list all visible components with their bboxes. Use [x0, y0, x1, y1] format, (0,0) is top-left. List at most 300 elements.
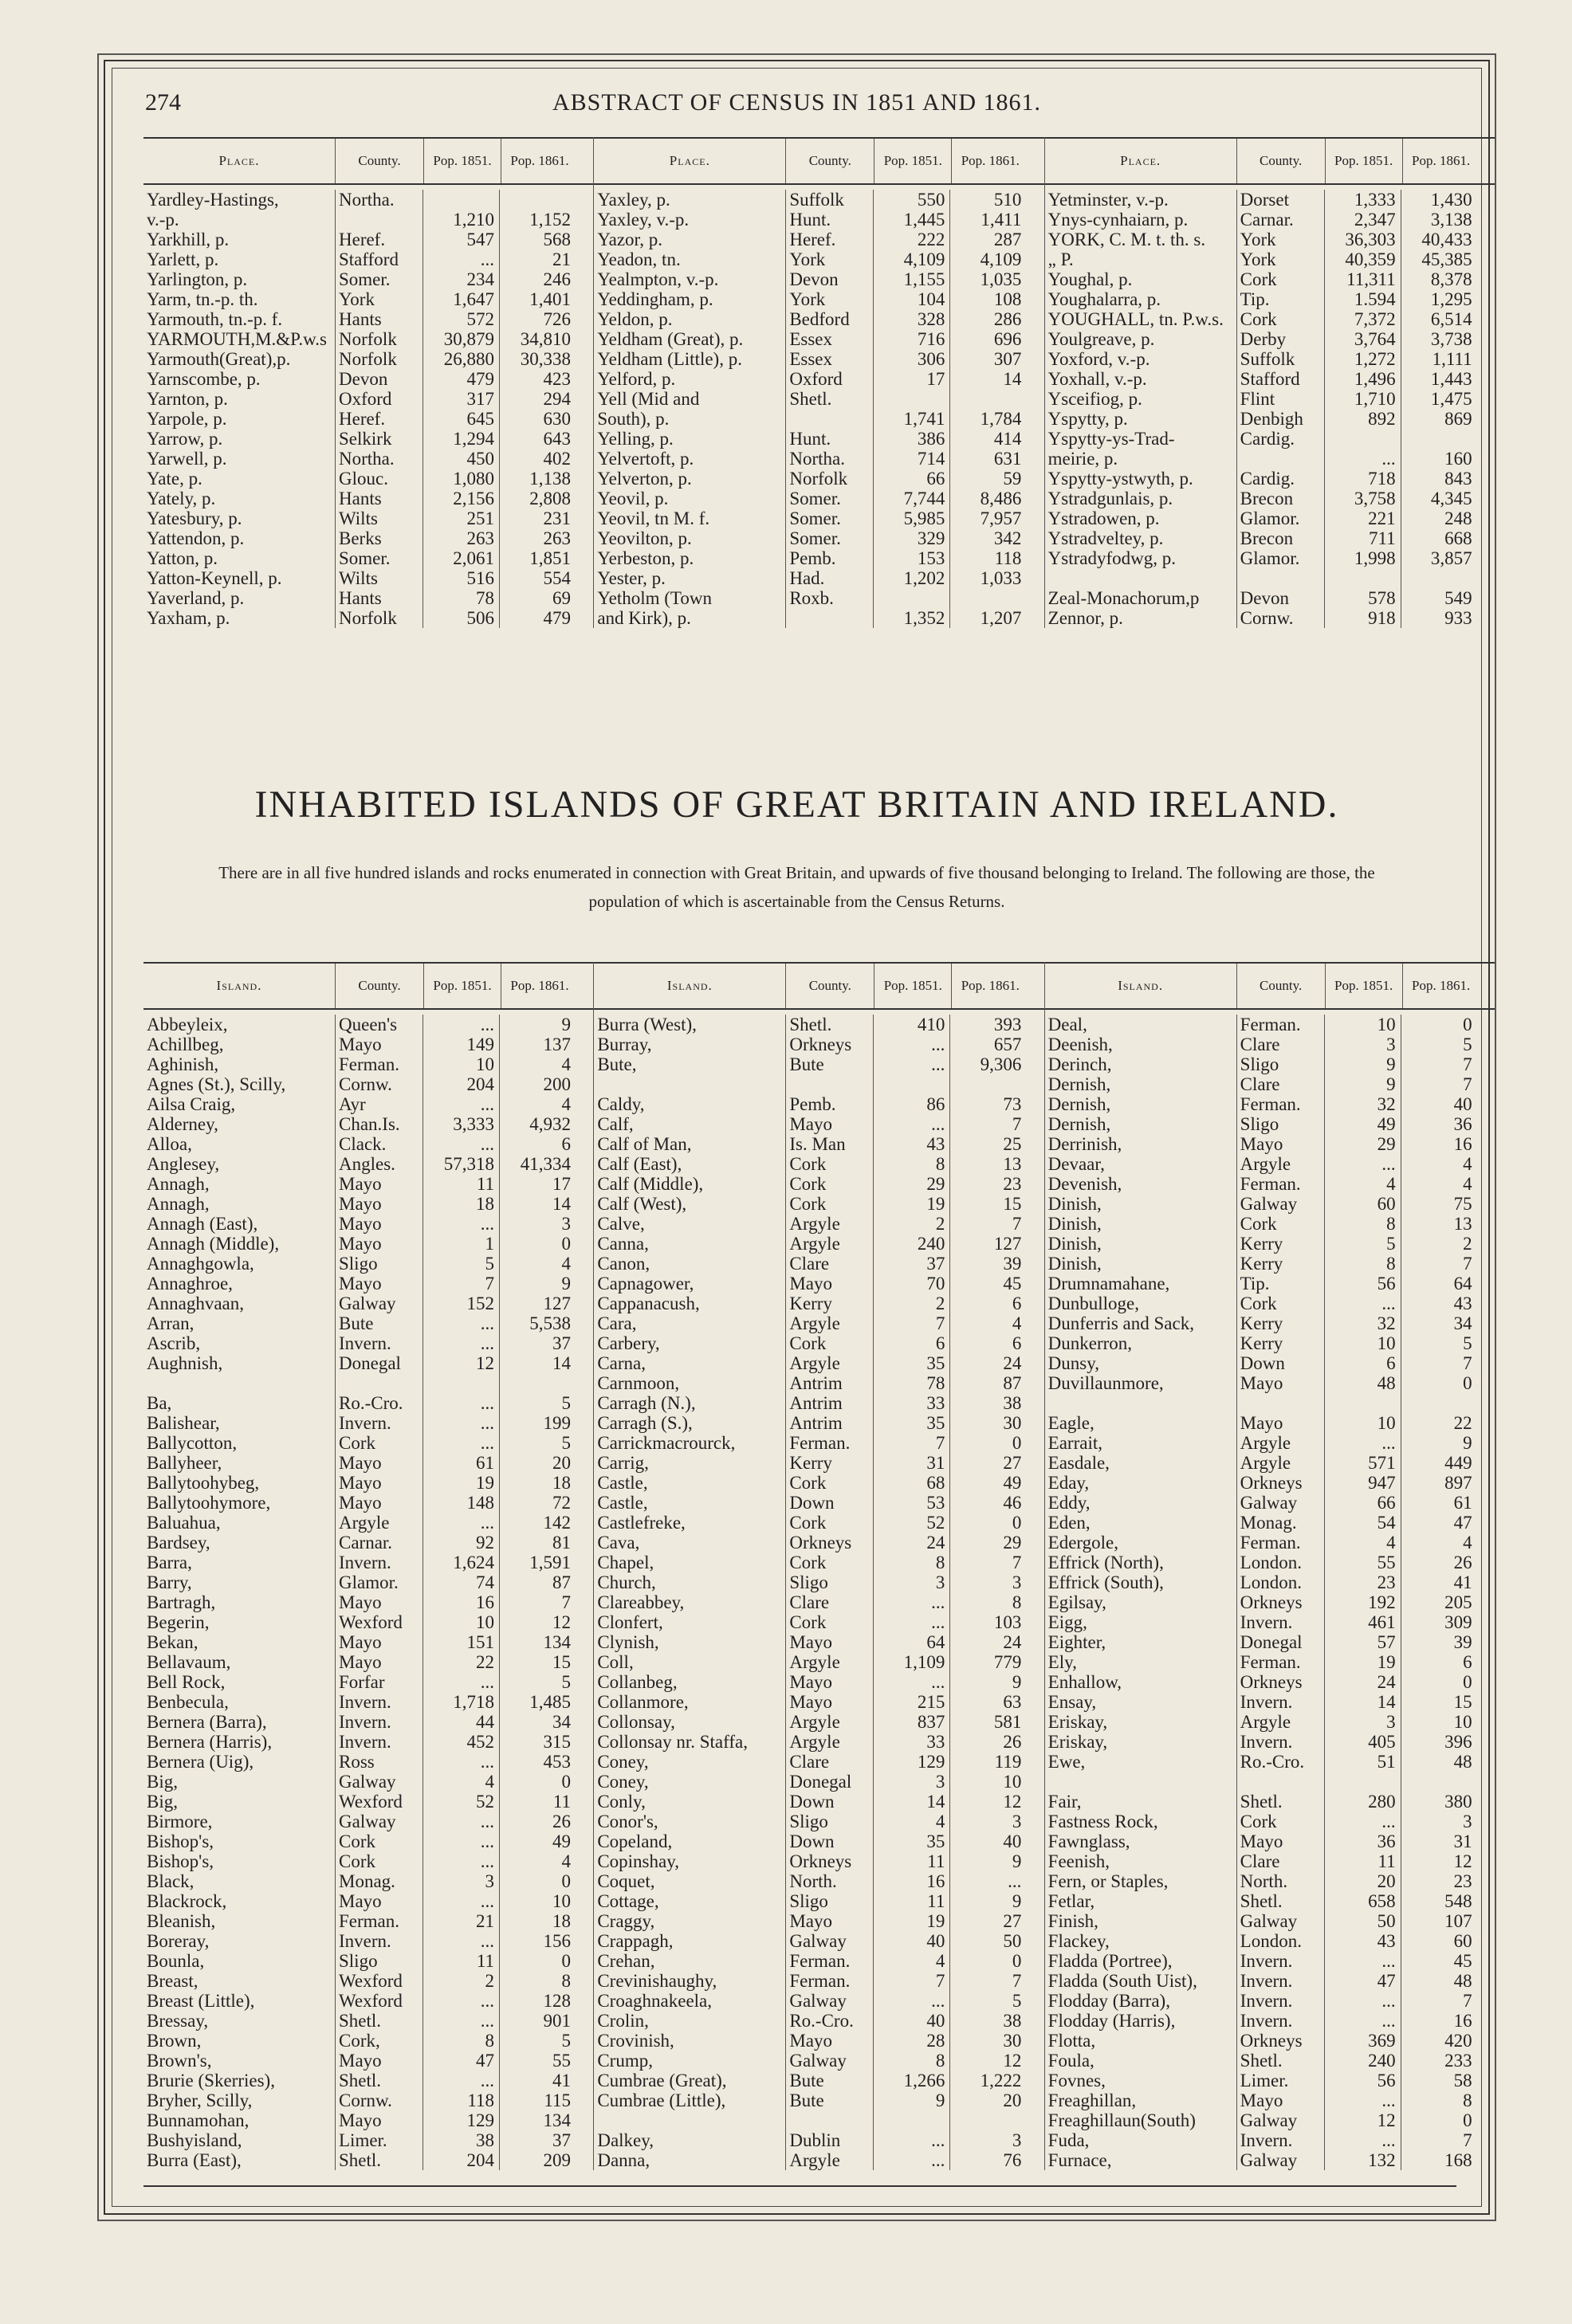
row-county: Invern.: [335, 1931, 422, 1951]
row-pop-1851: 1,210: [422, 210, 499, 230]
header-pop-1851: Pop. 1851.: [1325, 964, 1402, 1008]
row-county: Sligo: [785, 1812, 873, 1831]
table-row: [143, 1433, 593, 1453]
row-place: Yeovilton, p.: [597, 528, 692, 548]
row-pop-1851: 1,496: [1324, 369, 1401, 389]
row-pop-1861: 48: [1401, 1971, 1477, 1991]
row-place: Yoxhall, v.-p.: [1047, 369, 1147, 389]
row-pop-1851: 4: [873, 1812, 949, 1831]
row-pop-1861: 48: [1401, 1752, 1477, 1772]
table-row: [594, 1772, 1043, 1792]
row-place: Annagh,: [147, 1174, 210, 1194]
table-row: [594, 269, 1043, 289]
table-row: [594, 389, 1043, 409]
row-place: Dalkey,: [597, 2130, 654, 2150]
row-pop-1851: 60: [1324, 1194, 1401, 1214]
row-place: Yell (Mid and: [597, 389, 700, 409]
row-pop-1861: 5: [499, 1672, 576, 1692]
row-pop-1851: 9: [1324, 1074, 1401, 1094]
row-pop-1851: 70: [873, 1274, 949, 1294]
row-pop-1851: [1324, 1772, 1401, 1792]
row-pop-1861: 21: [499, 249, 576, 269]
row-place: Yate, p.: [147, 469, 202, 489]
row-pop-1861: 41: [499, 2071, 576, 2090]
table-row: [1045, 289, 1495, 309]
row-pop-1851: [1324, 1393, 1401, 1413]
table-row: [1045, 1134, 1495, 1154]
row-pop-1861: 5: [949, 1991, 1026, 2011]
row-pop-1851: 14: [1324, 1692, 1401, 1712]
row-place: Bartragh,: [147, 1592, 216, 1612]
row-pop-1851: 47: [1324, 1971, 1401, 1991]
row-pop-1861: 897: [1401, 1473, 1477, 1493]
row-place: Eriskay,: [1047, 1712, 1108, 1732]
row-county: Wexford: [335, 1612, 422, 1632]
row-pop-1851: 8: [1324, 1254, 1401, 1274]
row-place: Bellavaum,: [147, 1652, 231, 1672]
row-pop-1851: ...: [422, 1891, 499, 1911]
row-pop-1851: 1,718: [422, 1692, 499, 1712]
table-row: [143, 1134, 593, 1154]
row-county: Mayo: [335, 1632, 422, 1652]
table-row: [594, 1114, 1043, 1134]
row-place: Drumnamahane,: [1047, 1274, 1170, 1294]
table-row: [143, 1911, 593, 1931]
table-row: [143, 1752, 593, 1772]
row-place: Devaar,: [1047, 1154, 1105, 1174]
table-row: [143, 1194, 593, 1214]
table-row: [1045, 508, 1495, 528]
row-pop-1851: 43: [1324, 1931, 1401, 1951]
row-pop-1851: 24: [873, 1533, 949, 1553]
table-row: [1045, 1373, 1495, 1393]
row-place: Calf (West),: [597, 1194, 687, 1214]
row-county: Sligo: [1236, 1114, 1324, 1134]
row-pop-1861: 9: [949, 1851, 1026, 1871]
row-place: Alderney,: [147, 1114, 218, 1134]
row-place: Devenish,: [1047, 1174, 1122, 1194]
row-place: Bishop's,: [147, 1831, 214, 1851]
row-place: Fawnglass,: [1047, 1831, 1130, 1851]
row-pop-1861: [949, 588, 1026, 608]
row-pop-1861: 38: [949, 2011, 1026, 2031]
row-pop-1851: 947: [1324, 1473, 1401, 1493]
row-county: Mayo: [335, 1274, 422, 1294]
islands-column-2: [593, 962, 1043, 2170]
header-pop-1861: Pop. 1861.: [1402, 964, 1480, 1008]
row-place: and Kirk), p.: [597, 608, 691, 628]
row-pop-1861: 46: [949, 1493, 1026, 1513]
row-pop-1861: 34: [1401, 1313, 1477, 1333]
row-pop-1851: 658: [1324, 1891, 1401, 1911]
row-pop-1851: 53: [873, 1493, 949, 1513]
row-place: Eden,: [1047, 1513, 1091, 1533]
row-pop-1861: 233: [1401, 2051, 1477, 2071]
row-pop-1851: 5: [422, 1254, 499, 1274]
row-place: Yatton-Keynell, p.: [147, 568, 282, 588]
row-place: Bardsey,: [147, 1533, 210, 1553]
census-column-2: [593, 137, 1043, 628]
row-county: [335, 1373, 422, 1393]
row-pop-1851: 386: [873, 429, 949, 449]
table-row: [594, 1831, 1043, 1851]
row-pop-1861: 9: [499, 1015, 576, 1034]
row-pop-1851: 7: [422, 1274, 499, 1294]
row-pop-1851: ...: [422, 1393, 499, 1413]
row-pop-1861: 1,411: [949, 210, 1026, 230]
header-pop-1851: Pop. 1851.: [874, 964, 951, 1008]
row-place: Effrick (North),: [1047, 1553, 1164, 1572]
table-row: [1045, 2150, 1495, 2170]
row-pop-1851: 280: [1324, 1792, 1401, 1812]
table-row: [143, 1473, 593, 1493]
row-pop-1861: 30: [949, 2031, 1026, 2051]
row-place: Yarkhill, p.: [147, 230, 230, 249]
row-county: Invern.: [1236, 1951, 1324, 1971]
row-pop-1861: 9: [949, 1672, 1026, 1692]
row-pop-1851: 92: [422, 1533, 499, 1553]
table-row: [594, 548, 1043, 568]
row-pop-1851: 7: [873, 1433, 949, 1453]
row-pop-1851: 1,202: [873, 568, 949, 588]
table-row: [143, 1413, 593, 1433]
row-pop-1851: 718: [1324, 469, 1401, 489]
row-pop-1861: 15: [949, 1194, 1026, 1214]
table-row: [594, 1851, 1043, 1871]
row-place: [1045, 1393, 1236, 1413]
row-county: Mayo: [785, 1692, 873, 1712]
table-row: [594, 469, 1043, 489]
row-pop-1861: 1,784: [949, 409, 1026, 429]
table-row: [1045, 269, 1495, 289]
row-pop-1861: 7: [1401, 1254, 1477, 1274]
row-county: Cork: [1236, 269, 1324, 289]
table-row: [594, 1553, 1043, 1572]
row-pop-1851: 9: [1324, 1054, 1401, 1074]
table-row: [143, 1772, 593, 1792]
row-pop-1851: 11,311: [1324, 269, 1401, 289]
table-row: [143, 2130, 593, 2150]
row-pop-1861: 14: [499, 1353, 576, 1373]
row-pop-1851: 11: [422, 1951, 499, 1971]
row-county: Donegal: [335, 1353, 422, 1373]
row-place: Calve,: [597, 1214, 645, 1234]
row-place: Church,: [597, 1572, 656, 1592]
row-pop-1861: 246: [499, 269, 576, 289]
row-pop-1861: 75: [1401, 1194, 1477, 1214]
row-pop-1861: 49: [949, 1473, 1026, 1493]
row-county: Devon: [785, 269, 873, 289]
table-row: [143, 1891, 593, 1911]
row-county: Northa.: [335, 449, 422, 469]
row-place: [594, 2110, 785, 2130]
row-pop-1851: 19: [873, 1911, 949, 1931]
row-pop-1851: 2: [873, 1294, 949, 1313]
row-pop-1851: 17: [873, 369, 949, 389]
table-row: [594, 1672, 1043, 1692]
row-pop-1861: 30,338: [499, 349, 576, 369]
row-place: Conly,: [597, 1792, 646, 1812]
row-pop-1861: 581: [949, 1712, 1026, 1732]
row-place: [1045, 568, 1236, 588]
row-pop-1851: 572: [422, 309, 499, 329]
row-place: Feenish,: [1047, 1851, 1110, 1871]
row-pop-1861: 568: [499, 230, 576, 249]
row-pop-1861: 60: [1401, 1931, 1477, 1951]
row-pop-1851: 40: [873, 1931, 949, 1951]
row-county: Ro.-Cro.: [1236, 1752, 1324, 1772]
row-pop-1851: ...: [873, 1034, 949, 1054]
row-county: Derby: [1236, 329, 1324, 349]
row-pop-1861: 315: [499, 1732, 576, 1752]
row-pop-1861: 4: [1401, 1533, 1477, 1553]
row-pop-1851: ...: [422, 1015, 499, 1034]
row-county: Bute: [785, 2071, 873, 2090]
header-county: County.: [335, 964, 423, 1008]
row-place: Baluahua,: [147, 1513, 221, 1533]
table-row: [143, 230, 593, 249]
table-row: [594, 1373, 1043, 1393]
row-pop-1861: 1,475: [1401, 389, 1477, 409]
row-pop-1851: 1,109: [873, 1652, 949, 1672]
row-place: Ensay,: [1047, 1692, 1097, 1712]
row-pop-1861: 18: [499, 1911, 576, 1931]
row-place: Anglesey,: [147, 1154, 220, 1174]
row-place: [594, 1074, 785, 1094]
row-pop-1851: 1: [422, 1234, 499, 1254]
table-row: [143, 1592, 593, 1612]
row-place: Collanmore,: [597, 1692, 689, 1712]
row-pop-1851: 11: [873, 1851, 949, 1871]
row-pop-1851: 74: [422, 1572, 499, 1592]
row-pop-1861: 45: [1401, 1951, 1477, 1971]
row-place: Freaghillan,: [1047, 2090, 1137, 2110]
table-row: [1045, 1991, 1495, 2011]
row-county: Cork: [785, 1333, 873, 1353]
row-place: Brown's,: [147, 2051, 212, 2071]
row-place: Easdale,: [1047, 1453, 1110, 1473]
census-column-1: [143, 137, 593, 628]
table-row: [143, 1114, 593, 1134]
row-place: Calf (Middle),: [597, 1174, 704, 1194]
row-pop-1861: 420: [1401, 2031, 1477, 2051]
row-pop-1851: [1324, 429, 1401, 449]
row-county: Monag.: [335, 1871, 422, 1891]
row-pop-1851: 221: [1324, 508, 1401, 528]
row-pop-1851: [873, 588, 949, 608]
table-row: [594, 1174, 1043, 1194]
row-pop-1851: 1,333: [1324, 190, 1401, 210]
row-pop-1861: 11: [499, 1792, 576, 1812]
table-row: [594, 1254, 1043, 1274]
section-title: INHABITED ISLANDS OF GREAT BRITAIN AND IRELAND.: [254, 783, 1339, 826]
row-pop-1861: 393: [949, 1015, 1026, 1034]
row-pop-1861: 0: [1401, 1672, 1477, 1692]
row-place: Ascrib,: [147, 1333, 201, 1353]
row-pop-1861: 7: [949, 1553, 1026, 1572]
row-pop-1861: 1,591: [499, 1553, 576, 1572]
table-row: [143, 1632, 593, 1652]
row-pop-1861: 1,207: [949, 608, 1026, 628]
header-pop-1861: Pop. 1861.: [951, 964, 1028, 1008]
row-county: [1236, 449, 1324, 469]
row-county: Galway: [335, 1812, 422, 1831]
row-pop-1851: 4: [1324, 1533, 1401, 1553]
row-place: Bute,: [597, 1054, 637, 1074]
row-place: Yaxley, p.: [597, 190, 670, 210]
row-county: Hants: [335, 489, 422, 508]
row-county: Invern.: [1236, 1991, 1324, 2011]
table-row: [594, 1572, 1043, 1592]
row-pop-1861: 81: [499, 1533, 576, 1553]
row-place: Begerin,: [147, 1612, 210, 1632]
table-row: [143, 1732, 593, 1752]
row-pop-1861: 3: [949, 1572, 1026, 1592]
row-county: Mayo: [1236, 1373, 1324, 1393]
row-place: Zennor, p.: [1047, 608, 1123, 628]
row-place: Yarwell, p.: [147, 449, 227, 469]
row-county: Hants: [335, 309, 422, 329]
table-row: [1045, 369, 1495, 389]
row-place: Coney,: [597, 1752, 649, 1772]
row-county: Northa.: [785, 449, 873, 469]
row-pop-1861: 9: [499, 1274, 576, 1294]
row-pop-1851: 645: [422, 409, 499, 429]
row-pop-1851: 129: [873, 1752, 949, 1772]
row-pop-1851: 51: [1324, 1752, 1401, 1772]
row-pop-1861: 5: [1401, 1333, 1477, 1353]
row-place: Brurie (Skerries),: [147, 2071, 275, 2090]
row-county: [785, 2110, 873, 2130]
row-pop-1851: 506: [422, 608, 499, 628]
table-row: [143, 1453, 593, 1473]
row-pop-1861: 17: [499, 1174, 576, 1194]
row-place: Yarlington, p.: [147, 269, 248, 289]
row-place: Cava,: [597, 1533, 640, 1553]
row-place: Yerbeston, p.: [597, 548, 694, 568]
row-pop-1861: [1401, 568, 1477, 588]
row-county: Selkirk: [335, 429, 422, 449]
row-place: Copeland,: [597, 1831, 673, 1851]
row-pop-1851: 3: [1324, 1712, 1401, 1732]
table-row: [594, 1074, 1043, 1094]
row-pop-1861: 3,738: [1401, 329, 1477, 349]
row-pop-1851: 263: [422, 528, 499, 548]
row-pop-1851: ...: [1324, 1951, 1401, 1971]
row-pop-1851: 8: [1324, 1214, 1401, 1234]
row-place: Carragh (S.),: [597, 1413, 693, 1433]
row-county: Cork: [785, 1612, 873, 1632]
row-county: Mayo: [785, 1632, 873, 1652]
row-pop-1851: 32: [1324, 1094, 1401, 1114]
row-county: Galway: [785, 2051, 873, 2071]
row-place: Canna,: [597, 1234, 649, 1254]
row-county: Clare: [1236, 1074, 1324, 1094]
row-pop-1861: 20: [949, 2090, 1026, 2110]
row-pop-1851: 56: [1324, 1274, 1401, 1294]
row-pop-1851: ...: [422, 249, 499, 269]
table-row: [143, 309, 593, 329]
row-pop-1851: 192: [1324, 1592, 1401, 1612]
row-place: Dunkerron,: [1047, 1333, 1133, 1353]
row-pop-1851: ...: [422, 1513, 499, 1533]
row-place: Fetlar,: [1047, 1891, 1095, 1911]
row-place: Ballyheer,: [147, 1453, 222, 1473]
row-pop-1851: 1,624: [422, 1553, 499, 1572]
row-county: Norfolk: [335, 329, 422, 349]
row-county: Mayo: [335, 1214, 422, 1234]
row-county: Ferman.: [1236, 1533, 1324, 1553]
header-pop-1861: Pop. 1861.: [951, 139, 1028, 183]
row-pop-1861: 18: [499, 1473, 576, 1493]
table-row: [594, 210, 1043, 230]
table-row: [1045, 1034, 1495, 1054]
islands-rows: [594, 1010, 1043, 2170]
row-pop-1851: 1.594: [1324, 289, 1401, 309]
row-place: Dinish,: [1047, 1254, 1102, 1274]
row-place: Freaghillaun(South): [1047, 2110, 1196, 2130]
row-county: Cornw.: [1236, 608, 1324, 628]
row-place: Cumbrae (Little),: [597, 2090, 726, 2110]
row-place: Capnagower,: [597, 1274, 694, 1294]
table-row: [594, 190, 1043, 210]
row-county: Dublin: [785, 2130, 873, 2150]
table-row: [143, 2071, 593, 2090]
table-row: [594, 1871, 1043, 1891]
row-place: Yspytty, p.: [1047, 409, 1128, 429]
row-place: Yetminster, v.-p.: [1047, 190, 1169, 210]
table-row: [143, 568, 593, 588]
table-row: [143, 1692, 593, 1712]
row-pop-1851: 61: [422, 1453, 499, 1473]
census-column-header: [594, 137, 1043, 185]
row-pop-1861: 3: [1401, 1812, 1477, 1831]
row-pop-1851: ...: [422, 1134, 499, 1154]
row-pop-1861: 38: [949, 1393, 1026, 1413]
row-pop-1851: 1,080: [422, 469, 499, 489]
row-pop-1851: ...: [873, 1054, 949, 1074]
row-pop-1861: 1,138: [499, 469, 576, 489]
table-row: [594, 1433, 1043, 1453]
row-place: Benbecula,: [147, 1692, 229, 1712]
row-pop-1861: 2,808: [499, 489, 576, 508]
row-county: Antrim: [785, 1393, 873, 1413]
row-pop-1851: 18: [422, 1194, 499, 1214]
row-county: Orkneys: [1236, 1473, 1324, 1493]
row-county: Invern.: [335, 1333, 422, 1353]
row-pop-1861: 0: [949, 1513, 1026, 1533]
row-place: Yatton, p.: [147, 548, 218, 568]
row-county: Shetl.: [335, 2071, 422, 2090]
row-pop-1861: 6,514: [1401, 309, 1477, 329]
row-pop-1861: 1,401: [499, 289, 576, 309]
row-county: Mayo: [335, 1493, 422, 1513]
table-row: [1045, 1413, 1495, 1433]
table-row: [1045, 329, 1495, 349]
row-county: Argyle: [785, 1353, 873, 1373]
table-row: [143, 1951, 593, 1971]
table-row: [1045, 1174, 1495, 1194]
table-row: [1045, 1652, 1495, 1672]
row-county: Clare: [785, 1592, 873, 1612]
row-place: Yetholm (Town: [597, 588, 712, 608]
census-table: [143, 137, 1495, 628]
table-row: [594, 2110, 1043, 2130]
table-row: [1045, 1433, 1495, 1453]
row-pop-1861: [499, 190, 576, 210]
row-pop-1851: 78: [873, 1373, 949, 1393]
row-pop-1861: 0: [499, 1234, 576, 1254]
